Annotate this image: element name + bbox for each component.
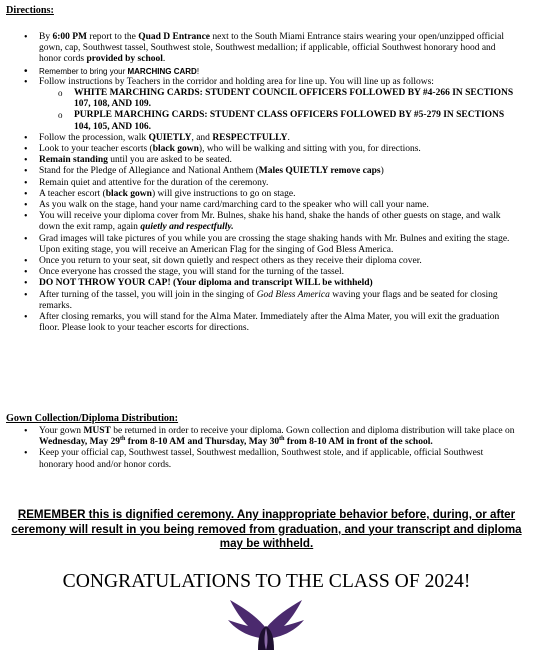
directions-text: Remain quiet and attentive for the duration of the ceremony. <box>39 177 269 188</box>
directions-item <box>0 256 533 267</box>
directions-text: waving your flags and be seated for closing remarks. <box>39 289 498 311</box>
directions-text: Follow the procession, walk <box>39 132 149 143</box>
gown-text: Keep your official cap, Southwest tassel, Southwest medallion, Southwest stole, and if applicable, official Southwest honorary hood and/or honor cords. <box>39 448 484 470</box>
directions-sublist <box>39 88 519 133</box>
directions-item <box>0 77 533 133</box>
gown-text: Your gown <box>39 426 84 436</box>
directions-item <box>0 200 533 211</box>
gown-text: MUST <box>83 426 111 436</box>
directions-text: next to the South Miami Entrance stairs wearing your open/unzipped official gown, cap, Southwest tassel, Southwest stole, Southwest medallion; if applicable, official Southwest honorary hood and honor cords <box>39 32 505 65</box>
gown-text: from 8-10 AM and Thursday, May 30 <box>125 437 280 448</box>
directions-text: Once you return to your seat, sit down quietly and respect others as they receive their diploma cover. <box>39 256 422 267</box>
gown-item <box>0 426 533 448</box>
congrats-banner: CONGRATULATIONS TO THE CLASS OF 2024! <box>62 571 471 592</box>
remember-notice: REMEMBER this is dignified ceremony. Any inappropriate behavior before, during, or after ceremony will result in you being removed from graduation, and your transcript and diploma may be withheld. <box>11 508 522 550</box>
gown-text: from 8-10 AM in front of the school. <box>284 437 433 448</box>
directions-text: You will receive your diploma cover from Mr. Bulnes, shake his hand, shake the hands of other guests on stage, and walk down the exit ramp, again <box>39 211 501 233</box>
eagle-mascot-icon <box>226 598 306 650</box>
directions-text: Once everyone has crossed the stage, you will stand for the turning of the tassel. <box>39 267 344 278</box>
directions-text: black gown <box>152 144 199 155</box>
directions-item <box>0 155 533 166</box>
directions-item <box>0 189 533 200</box>
directions-text: ) will give instructions to go on stage. <box>151 188 296 199</box>
directions-text: . <box>162 54 166 65</box>
directions-item <box>0 66 533 77</box>
gown-list <box>0 426 533 471</box>
directions-item <box>0 290 533 312</box>
directions-text: provided by school <box>86 54 163 65</box>
gown-heading: Gown Collection/Diploma Distribution: <box>6 413 179 424</box>
directions-text: Stand for the Pledge of Allegiance and National Anthem ( <box>39 166 259 177</box>
directions-text: black gown <box>105 188 152 199</box>
directions-text: Males QUIETLY remove caps <box>258 166 381 177</box>
directions-item <box>0 312 533 334</box>
directions-item <box>0 267 533 278</box>
directions-text: RESPECTFULLY <box>212 132 288 143</box>
directions-item <box>0 133 533 144</box>
gown-text: be returned in order to receive your diploma. Gown collection and diploma distribution will take place on <box>110 426 515 436</box>
directions-list <box>0 32 533 334</box>
gown-text: th <box>279 436 285 443</box>
directions-heading: Directions: <box>6 5 54 16</box>
directions-text: After closing remarks, you will stand for the Alma Mater. Immediately after the Alma Mater, you will exit the graduation floor. Please look to your teacher escorts for directions. <box>39 312 500 334</box>
directions-item <box>0 178 533 189</box>
directions-text: ), who will be walking and sitting with you, for directions. <box>198 144 421 155</box>
directions-text: God Bless America <box>256 289 330 300</box>
directions-item <box>0 234 533 256</box>
directions-text: 6:00 PM <box>52 32 88 42</box>
gown-text: th <box>120 436 126 443</box>
directions-text: Look to your teacher escorts ( <box>39 144 153 155</box>
directions-text: Grad images will take pictures of you while you are crossing the stage shaking hands with Mr. Bulnes and exiting the stage. Upon exiting stage, you will receive an American Flag for the singing of God Bless America. <box>39 233 510 255</box>
directions-text: report to the <box>87 32 139 42</box>
directions-subitem: o WHITE MARCHING CARDS: STUDENT COUNCIL OFFICERS FOLLOWED BY #4-266 IN SECTIONS 107, 108, AND 109. <box>39 88 519 110</box>
directions-text: until you are asked to be seated. <box>107 155 232 166</box>
directions-text: DO NOT THROW YOUR CAP! (Your diploma and transcript WILL be withheld) <box>39 278 373 289</box>
directions-item <box>0 32 533 66</box>
gown-text: Wednesday, May 29 <box>39 437 121 448</box>
gown-item <box>0 448 533 470</box>
directions-text: A teacher escort ( <box>39 188 106 199</box>
directions-text: , and <box>191 132 213 143</box>
directions-text: After turning of the tassel, you will join in the singing of <box>39 289 257 300</box>
directions-text: QUIETLY <box>148 132 192 143</box>
directions-text: ! <box>196 66 200 76</box>
directions-text: Quad D Entrance <box>138 32 211 42</box>
directions-subitem: o PURPLE MARCHING CARDS: STUDENT CLASS OFFICERS FOLLOWED BY #5-279 IN SECTIONS 104, 105, AND 106. <box>39 110 519 132</box>
directions-text: ) <box>380 166 384 177</box>
directions-item <box>0 278 533 289</box>
directions-item <box>0 166 533 177</box>
directions-text: Remember to bring your <box>39 66 128 76</box>
directions-text: MARCHING CARD <box>127 66 197 76</box>
directions-text: . <box>287 132 290 143</box>
directions-text: By <box>39 32 53 42</box>
directions-item <box>0 211 533 233</box>
directions-text: quietly and respectfully. <box>140 222 234 233</box>
directions-text: Follow instructions by Teachers in the corridor and holding area for line up. You will line up as follows: <box>39 76 434 87</box>
directions-item <box>0 144 533 155</box>
directions-text: As you walk on the stage, hand your name card/marching card to the speaker who will call your name. <box>39 200 429 211</box>
directions-text: Remain standing <box>39 155 108 166</box>
